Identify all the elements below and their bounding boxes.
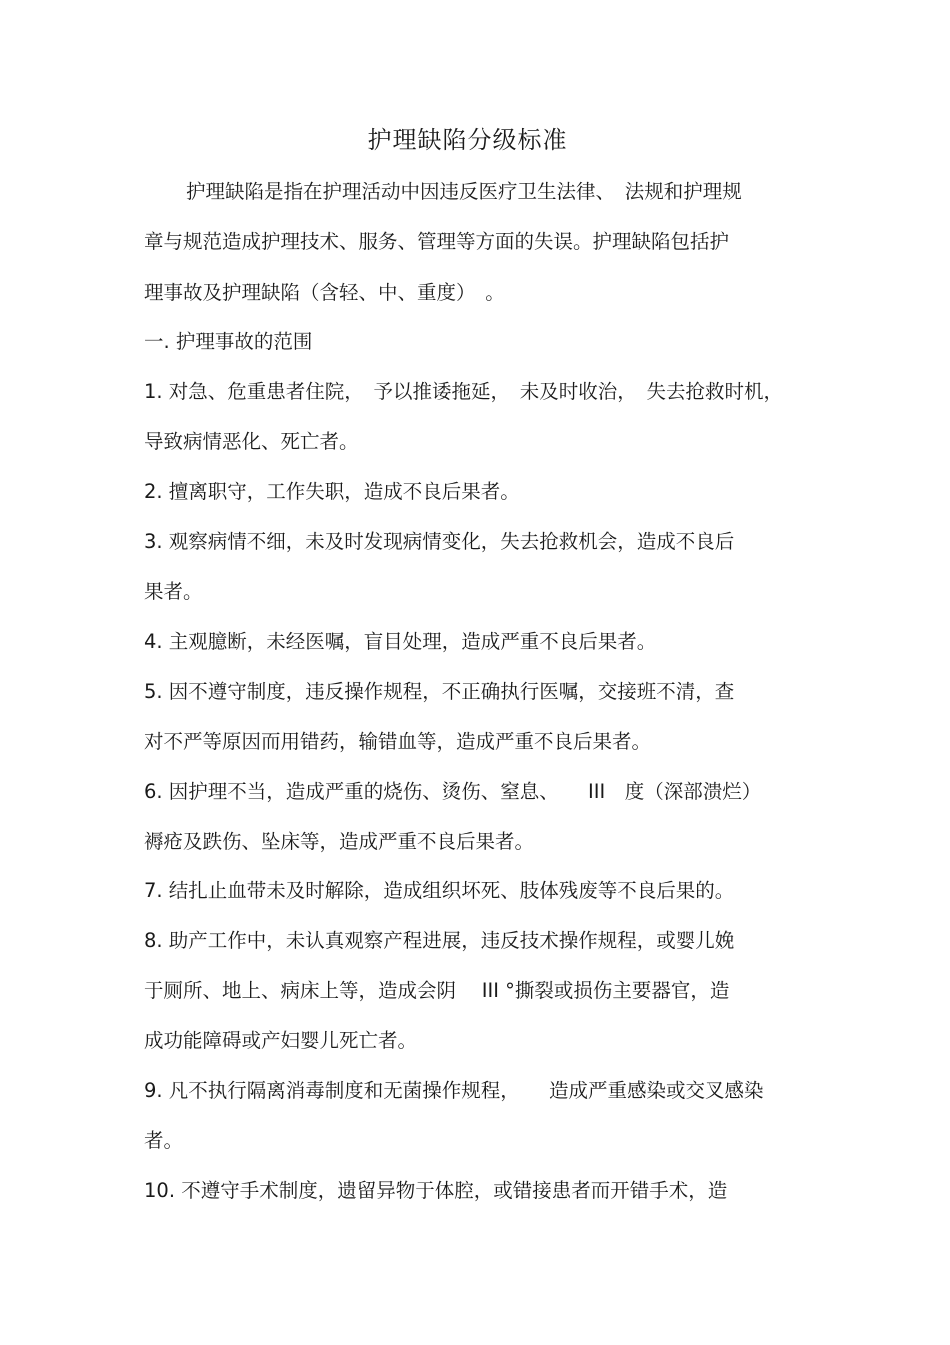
list-item-7: 7. 结扎止血带未及时解除，造成组织坏死、肢体残废等不良后果的。 — [144, 879, 735, 902]
list-item-4: 4. 主观臆断，未经医嘱，盲目处理，造成严重不良后果者。 — [144, 630, 657, 653]
list-item-3-line-1: 3. 观察病情不细，未及时发现病情变化，失去抢救机会，造成不良后 — [144, 530, 735, 553]
list-item-10-line-1: 10. 不遵守手术制度，遗留异物于体腔，或错接患者而开错手术，造 — [144, 1179, 728, 1202]
document-title: 护理缺陷分级标准 — [367, 126, 568, 154]
list-item-6-line-2: 褥疮及跌伤、坠床等，造成严重不良后果者。 — [144, 830, 535, 853]
paragraph-line-intro-2: 章与规范造成护理技术、服务、管理等方面的失误。护理缺陷包括护 — [144, 230, 730, 253]
list-item-8-line-3: 成功能障碍或产妇婴儿死亡者。 — [144, 1029, 418, 1052]
list-item-6-line-1: 6. 因护理不当，造成严重的烧伤、烫伤、窒息、 III 度（深部溃烂） — [144, 780, 762, 803]
list-item-9-line-1: 9. 凡不执行隔离消毒制度和无菌操作规程， 造成严重感染或交叉感染 — [144, 1079, 764, 1102]
list-item-5-line-1: 5. 因不遵守制度，违反操作规程，不正确执行医嘱，交接班不清，查 — [144, 680, 735, 703]
list-item-5-line-2: 对不严等原因而用错药，输错血等，造成严重不良后果者。 — [144, 730, 652, 753]
paragraph-line-intro-1: 护理缺陷是指在护理活动中因违反医疗卫生法律、 法规和护理规 — [186, 180, 742, 203]
list-item-9-line-2: 者。 — [144, 1129, 184, 1152]
list-item-3-line-2: 果者。 — [144, 580, 203, 603]
list-item-8-line-2: 于厕所、地上、病床上等，造成会阴 III °撕裂或损伤主要器官，造 — [144, 979, 730, 1002]
section-heading: 一. 护理事故的范围 — [144, 330, 313, 353]
list-item-1-line-1: 1. 对急、危重患者住院， 予以推诿拖延， 未及时收治， 失去抢救时机， — [144, 380, 784, 403]
list-item-2: 2. 擅离职守，工作失职，造成不良后果者。 — [144, 480, 520, 503]
list-item-8-line-1: 8. 助产工作中，未认真观察产程进展，违反技术操作规程，或婴儿娩 — [144, 929, 735, 952]
paragraph-line-intro-3: 理事故及护理缺陷（含轻、中、重度） 。 — [144, 281, 505, 304]
list-item-1-line-2: 导致病情恶化、死亡者。 — [144, 430, 359, 453]
